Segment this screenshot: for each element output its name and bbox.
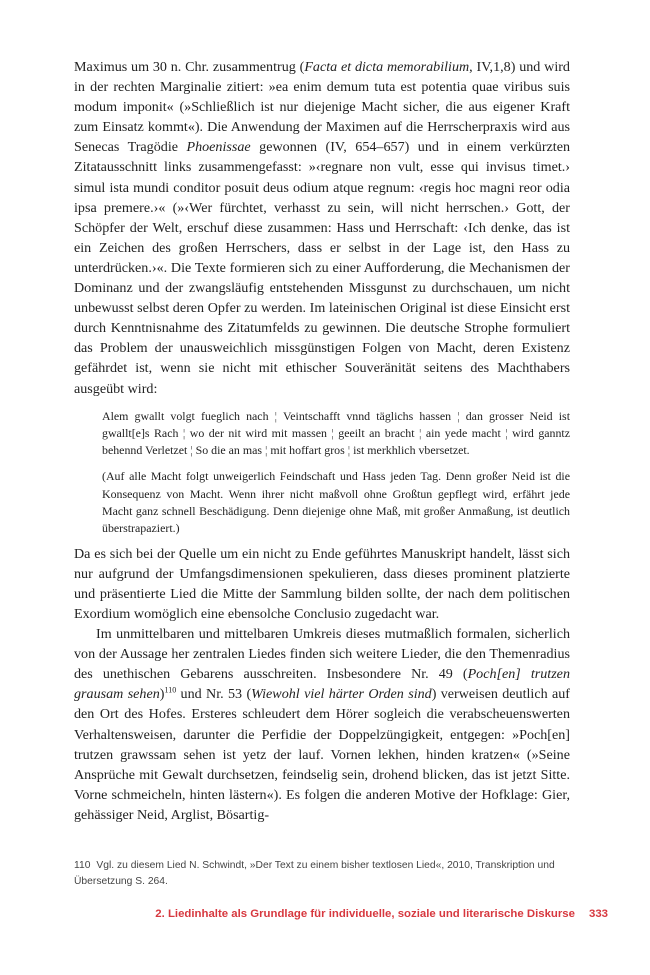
footnote-reference[interactable]: 110: [164, 685, 177, 695]
work-title: Facta et dicta memorabilium: [304, 59, 470, 75]
footnote-text: Vgl. zu diesem Lied N. Schwindt, »Der Text zu einem bisher textlosen Lied«, 2010, Transkription und Übersetzung S. 264.: [74, 860, 555, 887]
paragraph-1: Maximus um 30 n. Chr. zusammentrug (Facta et dicta memorabilium, IV,1,8) und wird in der rechten Marginalie zitiert: »ea enim demum tuta est potentia quae viribus suis modum imponit« (»Schließlich ist nur diejenige Macht sicher, die aus eigener Kraft zum Einsatz kommt«). Die Anwendung der Maximen auf die Herrscherpraxis wird aus Senecas Tragödie Phoenissae gewonnen (IV, 654–657) und in einem verkürzten Zitatausschnitt links zusammengefasst: »‹regnare non vult, esse qui invisus timet.› simul ista mundi conditor posuit deus odium atque regnum: ‹regis hoc magni reor odia ipsa premere.›« (»‹Wer fürchtet, verhasst zu sein, will nicht herrschen.› Gott, der Schöpfer der Welt, erschuf diese zusammen: Hass und Herrschaft: ‹Ich denke, das ist ein Zeichen des großen Herrschers, dass er selbst in der Lage ist, den Hass zu unterdrücken.›«. Die Texte formieren sich zu einer Aufforderung, die Mechanismen der Dominanz und der zwangsläufig entstehenden Missgunst zu durchschauen, um nicht unbewusst selbst deren Opfer zu werden. Im lateinischen Original ist diese Einsicht erst durch Kenntnisnahme des Zitatumfelds zu gewinnen. Die deutsche Strophe formuliert das Problem der unausweichlich missgünstigen Folgen von Macht, deren Existenz gefährdet ist, wenn sie nicht mit ethischer Souveränität seitens des Machthabers ausgeübt wird:: [74, 59, 570, 397]
song-title: Wiewohl viel härter Orden sind: [251, 686, 432, 703]
paragraph-2: Da es sich bei der Quelle um ein nicht zu Ende geführtes Manuskript handelt, lässt sich nur aufgrund der Umfangsdimensionen spekulieren, dass dieses prominent platzierte und präsentierte Lied die Mitte der Sammlung bilden sollte, der nach dem politischen Exordium womöglich eine ebensolche Conclusio zugedacht war.: [74, 545, 570, 622]
footnote-number: 110: [74, 860, 91, 871]
running-footer: [74, 908, 608, 920]
quote-original-stanza: Alem gwallt volgt fueglich nach ¦ Veintschafft vnnd täglichs hassen ¦ dan grosser Neid ist gwallt[e]s Rach ¦ wo der nit wird mit massen ¦ geeilt an bracht ¦ ain yede macht ¦ wird ganntz behennd Verletzet ¦ So die an mas ¦ mit hoffart gros ¦ ist merkhlich vbersetzet.: [102, 408, 571, 458]
section-title: 2. Liedinhalte als Grundlage für individuelle, soziale und literarische Diskurse: [155, 908, 575, 920]
block-quote: [102, 408, 570, 538]
footnote: [74, 858, 574, 890]
song-title: Poch[en] trutzen grausam sehen: [74, 666, 570, 703]
main-text: [74, 57, 570, 825]
paragraph-3: Im unmittelbaren und mittelbaren Umkreis dieses mutmaßlich formalen, sicherlich von der Aussage her zentralen Liedes finden sich weitere Lieder, die den Themenradius des unethischen Gebarens ausschreiten. Insbesondere Nr. 49 (Poch[en] trutzen grausam sehen)$^{110}$ und Nr. 53 (Wiewohl viel härter Orden sind) verweisen deutlich auf den Ort des Hofes. Ersteres schleudert dem Hörer sogleich die verabscheuenswerten Verhaltensweisen, darunter die Perfidie der Doppelzüngigkeit, entgegen: »Poch[en] trutzen grawssam sehen ist yetz der lauf. Vornen lekhen, hinden kratzen« (»Seine Ansprüche mit Gewalt durchsetzen, feindselig sein, drohend blicken, das ist jetzt Sitte. Vorne schmeicheln, hinten lästern«). Es folgen die anderen Motive der Hofklage: Gier, gehässiger Neid, Arglist, Bösartig-: [74, 626, 570, 823]
page-number: 333: [588, 908, 608, 920]
work-title: Phoenissae: [186, 139, 251, 156]
quote-translation: (Auf alle Macht folgt unweigerlich Feindschaft und Hass jeden Tag. Denn großer Neid ist die Konsequenz von Macht. Wenn ihrer nicht maßvoll ohne Großtun gepflegt wird, erfährt jede Macht ganz schnell Beschädigung. Denn diejenige ohne Maß, mit großer Anmaßung, ist deutlich überstrapaziert.): [102, 469, 570, 536]
